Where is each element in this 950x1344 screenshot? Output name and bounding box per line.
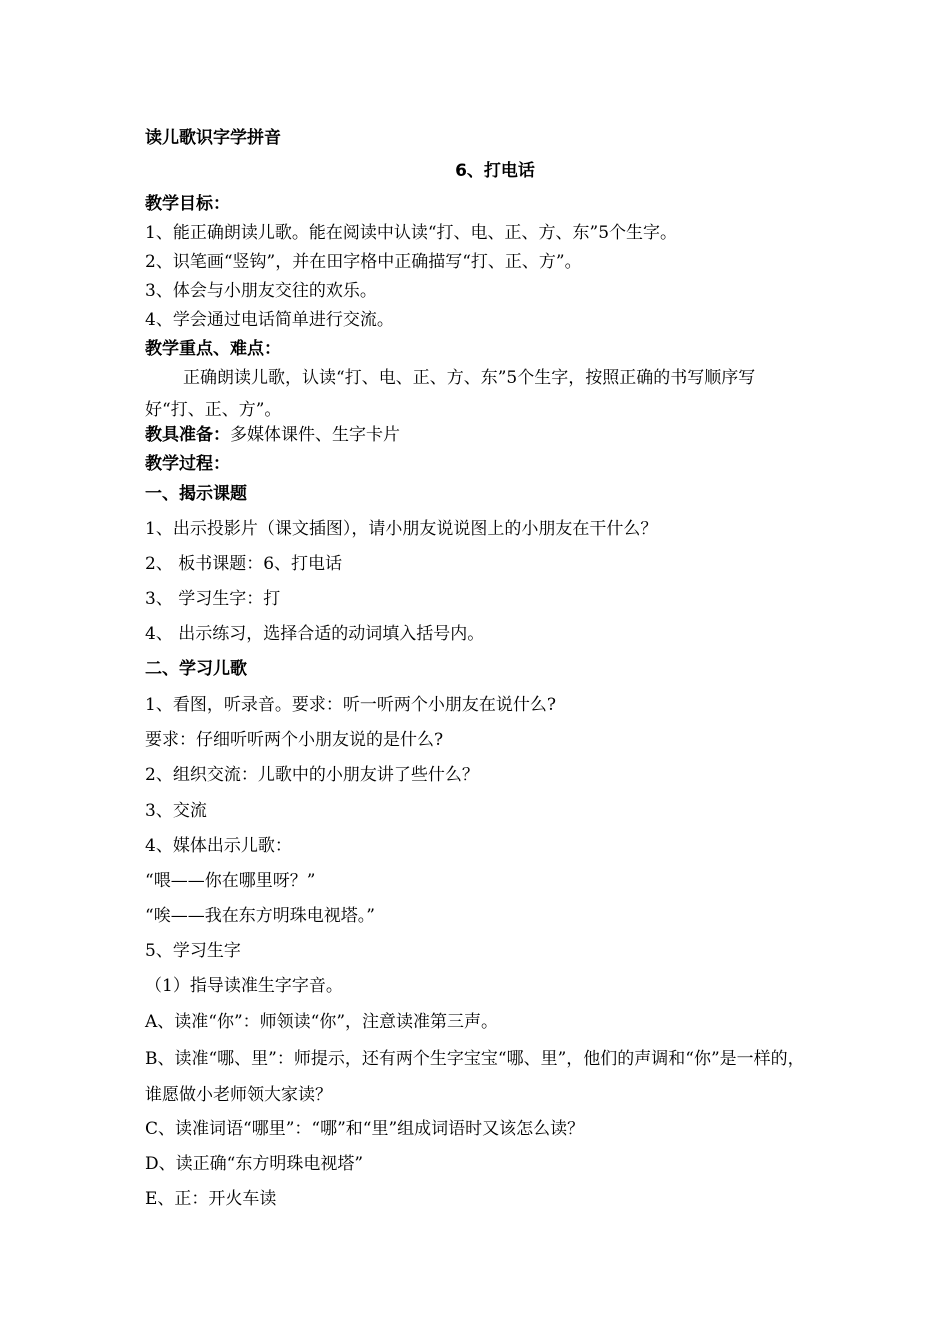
list-item: 3、交流 — [145, 801, 207, 821]
list-item: 1、看图，听录音。要求：听一听两个小朋友在说什么? — [145, 695, 556, 715]
list-item: 1、出示投影片（课文插图），请小朋友说说图上的小朋友在干什么？ — [145, 519, 658, 539]
list-item: D、读正确“东方明珠电视塔” — [145, 1154, 364, 1174]
goal-item: 1、能正确朗读儿歌。能在阅读中认读“打、电、正、方、东”5个生字。 — [145, 223, 678, 243]
list-item: （1）指导读准生字字音。 — [145, 976, 343, 996]
goal-item: 3、体会与小朋友交往的欢乐。 — [145, 281, 377, 301]
goals-heading: 教学目标： — [145, 194, 230, 214]
list-item: 5、学习生字 — [145, 941, 241, 961]
list-item: 3、 学习生字：打 — [145, 589, 281, 609]
series-title: 读儿歌识字学拼音 — [145, 128, 281, 148]
materials-text: 多媒体课件、生字卡片 — [230, 425, 400, 445]
list-item: A、读准“你”：师领读“你”，注意读准第三声。 — [145, 1012, 499, 1032]
list-item: 2、 板书课题：6、打电话 — [145, 554, 343, 574]
lesson-title: 6、打电话 — [455, 161, 535, 181]
list-item: 4、媒体出示儿歌： — [145, 836, 292, 856]
list-item: 4、 出示练习，选择合适的动词填入括号内。 — [145, 624, 485, 644]
key-points-heading: 教学重点、难点： — [145, 339, 281, 359]
goal-item: 4、学会通过电话简单进行交流。 — [145, 310, 394, 330]
list-item: E、正：开火车读 — [145, 1189, 277, 1209]
list-item: “喂——你在哪里呀？” — [145, 871, 316, 891]
section1-heading: 一、揭示课题 — [145, 484, 247, 504]
list-item: 要求：仔细听听两个小朋友说的是什么? — [145, 730, 444, 750]
list-item: C、读准词语“哪里”：“哪”和“里”组成词语时又该怎么读？ — [145, 1119, 585, 1139]
goal-item: 2、识笔画“竖钩”，并在田字格中正确描写“打、正、方”。 — [145, 252, 582, 272]
materials-heading: 教具准备： — [145, 425, 230, 445]
list-item-b: B、读准“哪、里”：师提示，还有两个生字宝宝“哪、里”，他们的声调和“你”是一样的，谁愿做小老师领大家读？ — [145, 1049, 805, 1105]
list-item: “唉——我在东方明珠电视塔。” — [145, 906, 375, 926]
section2-heading: 二、学习儿歌 — [145, 659, 247, 679]
list-item: 2、组织交流：儿歌中的小朋友讲了些什么？ — [145, 765, 479, 785]
key-points-text: 正确朗读儿歌，认读“打、电、正、方、东”5个生字，按照正确的书写顺序写好“打、正、方”。 — [145, 368, 756, 420]
process-heading: 教学过程： — [145, 454, 230, 474]
materials-line — [145, 424, 400, 446]
